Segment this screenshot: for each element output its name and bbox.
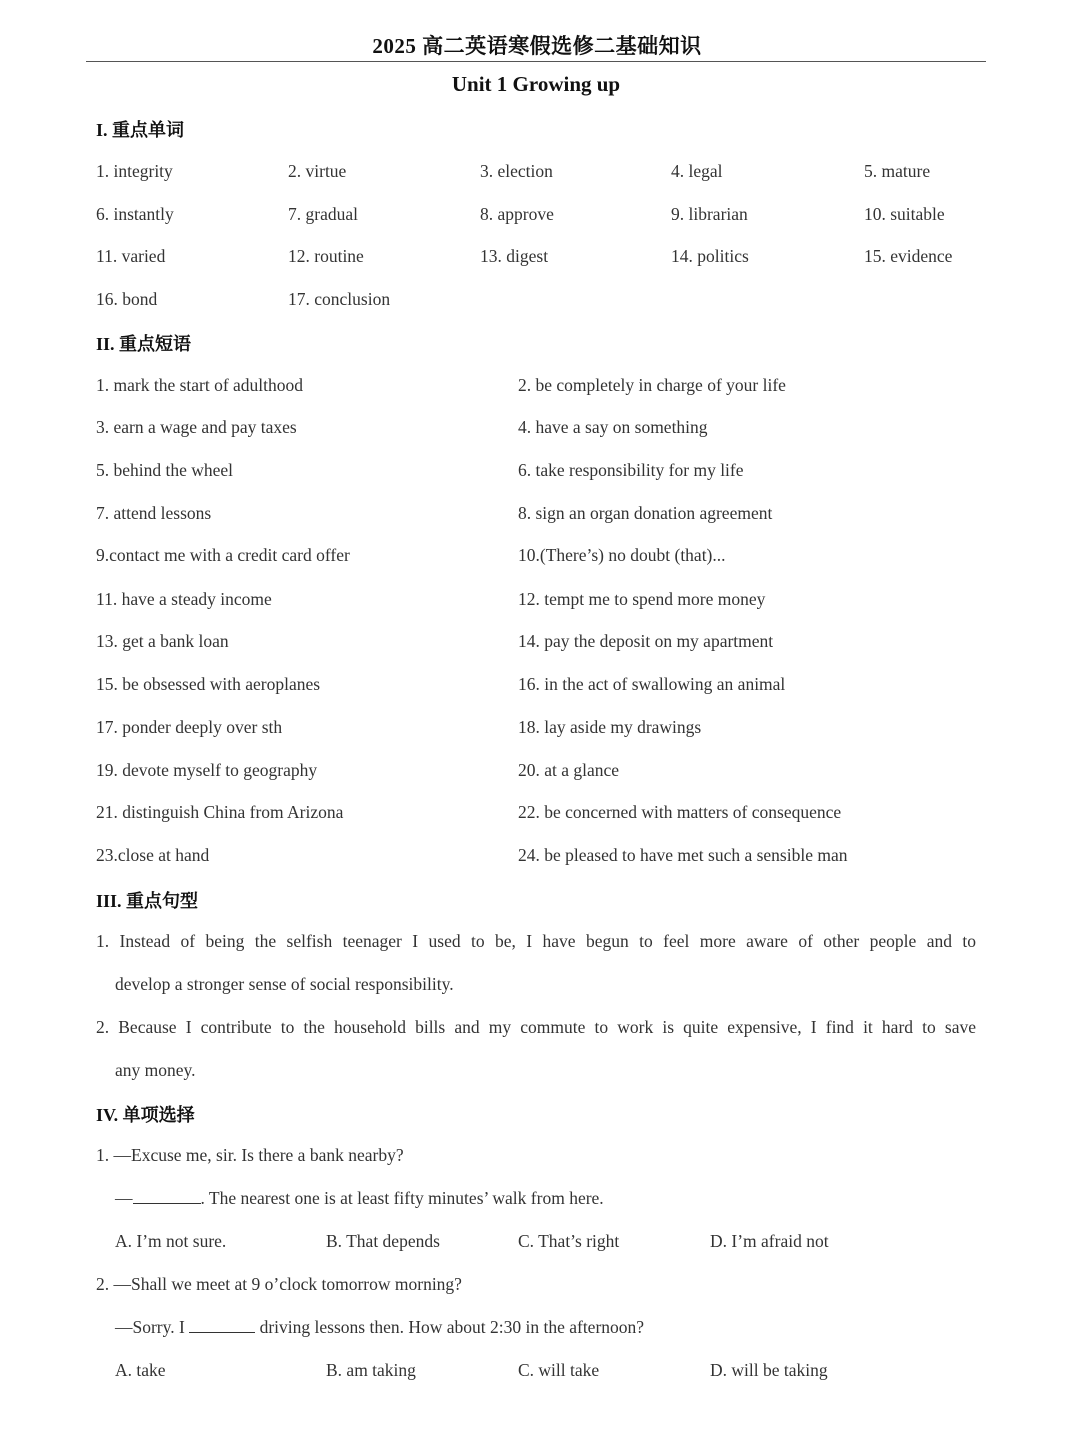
vocab-item: 5. mature	[864, 161, 931, 181]
question-2-stem: 2. —Shall we meet at 9 o’clock tomorrow morning?	[96, 1274, 462, 1294]
phrase-item: 18. lay aside my drawings	[518, 717, 702, 737]
vocab-item: 16. bond	[96, 289, 158, 309]
sentence-2-line-1: 2. Because I contribute to the household bills and my commute to work is quite expensive, I find it hard to save	[96, 1017, 976, 1037]
vocab-item: 12. routine	[288, 246, 364, 266]
section-heading-choice: IV. 单项选择	[96, 1105, 195, 1125]
vocab-item: 8. approve	[480, 204, 554, 224]
phrase-item: 16. in the act of swallowing an animal	[518, 674, 786, 694]
option-d: D. will be taking	[710, 1360, 828, 1380]
option-d: D. I’m afraid not	[710, 1231, 829, 1251]
sentence-2-line-2: any money.	[115, 1060, 196, 1080]
vocab-item: 14. politics	[671, 246, 749, 266]
phrase-item: 4. have a say on something	[518, 417, 708, 437]
option-b: B. am taking	[326, 1360, 416, 1380]
phrase-item: 5. behind the wheel	[96, 460, 234, 480]
phrase-item: 20. at a glance	[518, 760, 620, 780]
option-a: A. I’m not sure.	[115, 1231, 227, 1251]
phrase-item: 24. be pleased to have met such a sensible man	[518, 845, 848, 865]
title-divider	[86, 61, 986, 62]
phrase-item: 12. tempt me to spend more money	[518, 589, 766, 609]
phrase-item: 10.(There’s) no doubt (that)...	[518, 545, 726, 565]
phrase-item: 1. mark the start of adulthood	[96, 375, 304, 395]
phrase-item: 17. ponder deeply over sth	[96, 717, 283, 737]
phrase-item: 6. take responsibility for my life	[518, 460, 744, 480]
vocab-item: 3. election	[480, 161, 553, 181]
reply-prefix: —	[115, 1188, 133, 1208]
sentence-1-line-1: 1. Instead of being the selfish teenager I used to be, I have begun to feel more aware of other people and to	[96, 931, 976, 951]
unit-title: Unit 1 Growing up	[451, 72, 621, 96]
vocab-item: 7. gradual	[288, 204, 358, 224]
phrase-item: 14. pay the deposit on my apartment	[518, 631, 774, 651]
phrase-item: 2. be completely in charge of your life	[518, 375, 786, 395]
document-title: 2025 高二英语寒假选修二基础知识	[372, 34, 702, 58]
phrase-item: 7. attend lessons	[96, 503, 212, 523]
phrase-item: 15. be obsessed with aeroplanes	[96, 674, 321, 694]
vocab-item: 4. legal	[671, 161, 723, 181]
vocab-item: 13. digest	[480, 246, 549, 266]
phrase-item: 13. get a bank loan	[96, 631, 229, 651]
phrase-item: 11. have a steady income	[96, 589, 272, 609]
section-heading-sentences: III. 重点句型	[96, 891, 199, 911]
phrase-item: 3. earn a wage and pay taxes	[96, 417, 297, 437]
section-heading-vocab: I. 重点单词	[96, 120, 185, 140]
phrase-item: 8. sign an organ donation agreement	[518, 503, 773, 523]
sentence-1-line-2: develop a stronger sense of social responsibility.	[115, 974, 454, 994]
question-1-stem: 1. —Excuse me, sir. Is there a bank nearby?	[96, 1145, 404, 1165]
reply-suffix: . The nearest one is at least fifty minutes’ walk from here.	[200, 1188, 604, 1208]
option-b: B. That depends	[326, 1231, 440, 1251]
question-2-reply	[115, 1316, 644, 1338]
reply-suffix: driving lessons then. How about 2:30 in the afternoon?	[259, 1317, 645, 1337]
vocab-item: 2. virtue	[288, 161, 347, 181]
vocab-item: 15. evidence	[864, 246, 953, 266]
phrase-item: 9.contact me with a credit card offer	[96, 545, 350, 565]
option-c: C. That’s right	[518, 1231, 620, 1251]
option-a: A. take	[115, 1360, 166, 1380]
vocab-item: 11. varied	[96, 246, 166, 266]
phrase-item: 21. distinguish China from Arizona	[96, 802, 344, 822]
answer-blank	[133, 1187, 201, 1204]
phrase-item: 19. devote myself to geography	[96, 760, 318, 780]
option-c: C. will take	[518, 1360, 600, 1380]
vocab-item: 9. librarian	[671, 204, 748, 224]
phrase-item: 23.close at hand	[96, 845, 210, 865]
vocab-item: 6. instantly	[96, 204, 174, 224]
vocab-item: 1. integrity	[96, 161, 173, 181]
reply-prefix: —Sorry. I	[115, 1317, 185, 1337]
phrase-item: 22. be concerned with matters of consequence	[518, 802, 842, 822]
answer-blank	[189, 1316, 255, 1333]
vocab-item: 10. suitable	[864, 204, 945, 224]
section-heading-phrases: II. 重点短语	[96, 334, 192, 354]
question-1-reply	[115, 1187, 604, 1209]
vocab-item: 17. conclusion	[288, 289, 391, 309]
